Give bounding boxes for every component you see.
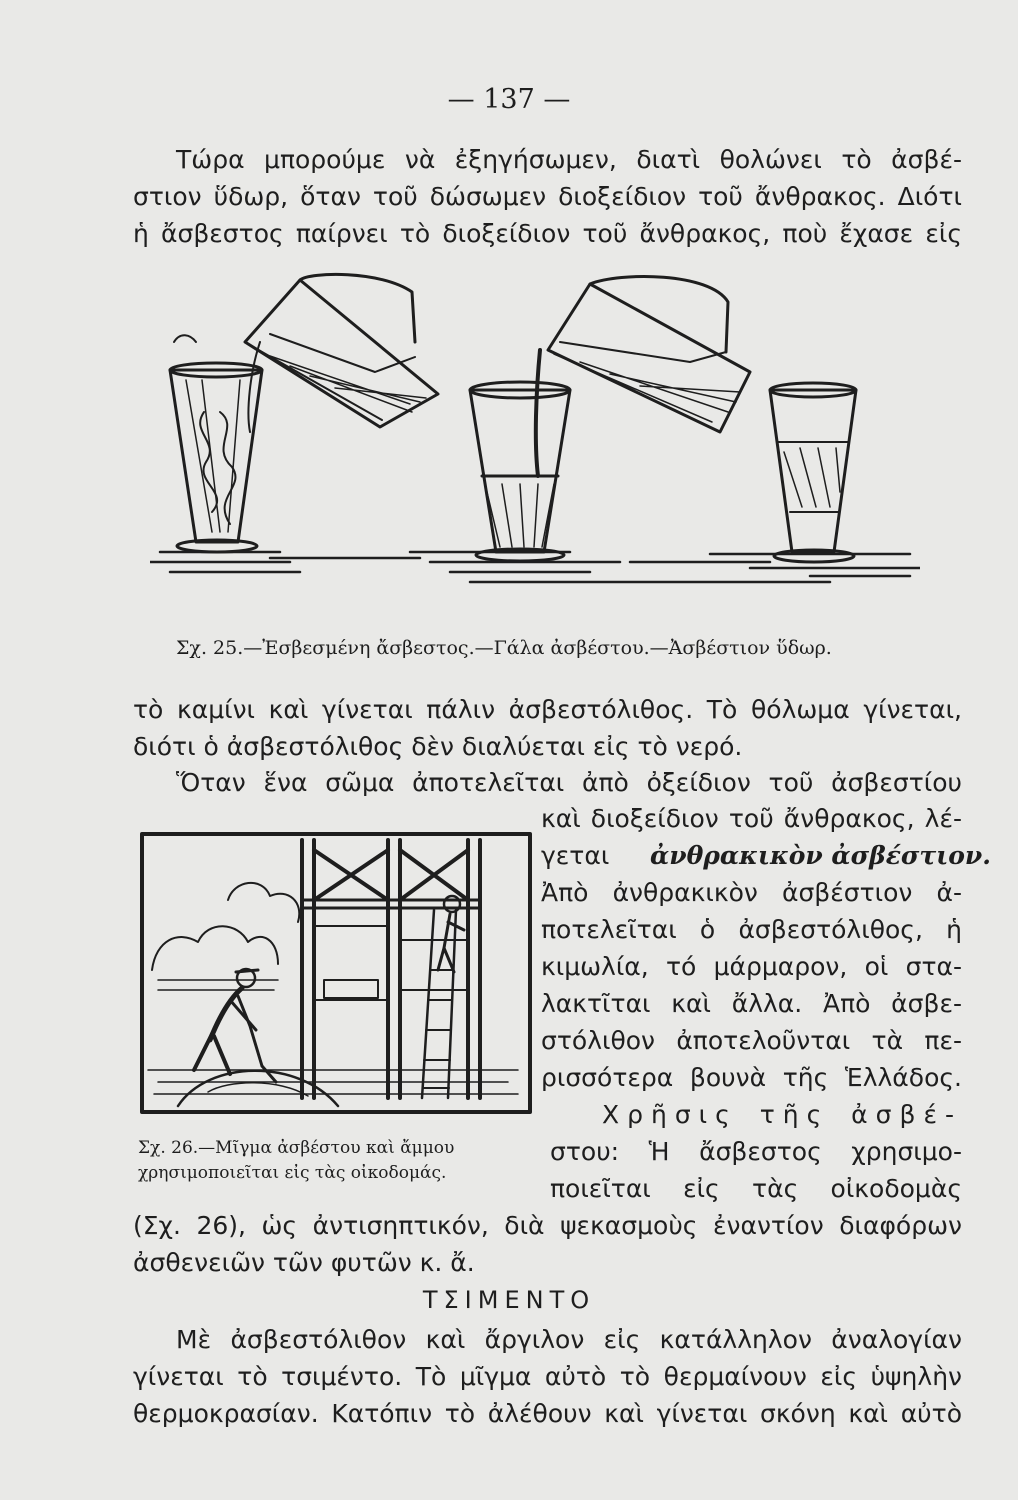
figure-26-caption: Σχ. 26.—Μῖγμα ἀσβέστου καὶ ἄμμου	[138, 1138, 455, 1158]
text-line: ἀσθενειῶν τῶν φυτῶν κ. ἄ.	[133, 1248, 475, 1277]
figure-25-caption: Σχ. 25.—Ἐσβεσμένη ἄσβεστος.—Γάλα ἀσβέστου.—Ἀσβέστιον ὕδωρ.	[176, 637, 832, 659]
text-line: στόλιθον ἀποτελοῦνται τὰ πε-	[541, 1026, 962, 1055]
text-line: Τώρα μπορούμε νὰ ἐξηγήσωμεν, διατὶ θολώνει τὸ ἀσβέ-	[176, 145, 962, 174]
text-line: (Σχ. 26), ὡς ἀντισηπτικόν, διὰ ψεκασμοὺς ἐναντίον διαφόρων	[133, 1211, 962, 1240]
text-line: κιμωλία, τό μάρμαρον, οἱ στα-	[541, 952, 962, 981]
figure-26-illustration	[138, 830, 534, 1118]
text-line: διότι ὁ ἀσβεστόλιθος δὲν διαλύεται εἰς τὸ νερό.	[133, 732, 743, 761]
figure-25-illustration	[150, 262, 920, 632]
page-number: — 137 —	[447, 84, 571, 115]
text-line: τὸ καμίνι καὶ γίνεται πάλιν ἀσβεστόλιθος. Τὸ θόλωμα γίνεται,	[133, 695, 962, 724]
emphasized-term: ἀνθρακικὸν ἀσβέστιον.	[650, 841, 991, 870]
text-line: στου: Ἡ ἄσβεστος χρησιμο-	[550, 1137, 962, 1166]
text-line: γίνεται τὸ τσιμέντο. Τὸ μῖγμα αὐτὸ τὸ θερμαίνουν εἰς ὑψηλὴν	[133, 1362, 962, 1391]
text-line: ποιεῖται εἰς τὰς οἰκοδομὰς	[550, 1174, 962, 1203]
text-line: θερμοκρασίαν. Κατόπιν τὸ ἀλέθουν καὶ γίνεται σκόνη καὶ αὐτὸ	[133, 1399, 962, 1428]
text-line: ἡ ἄσβεστος παίρνει τὸ διοξείδιον τοῦ ἄνθρακος, ποὺ ἔχασε εἰς	[133, 219, 962, 248]
figure-26-caption: χρησιμοποιεῖται εἰς τὰς οἰκοδομάς.	[138, 1163, 447, 1183]
text-line: Ὅταν ἕνα σῶμα ἀποτελεῖται ἀπὸ ὀξείδιον τοῦ ἀσβεστίου	[176, 768, 962, 797]
text-line: καὶ διοξείδιον τοῦ ἄνθρακος, λέ-	[541, 804, 962, 833]
text-line: ποτελεῖται ὁ ἀσβεστόλιθος, ἡ	[541, 915, 962, 944]
section-heading: ΤΣΙΜΕΝΤΟ	[422, 1286, 596, 1314]
text-line: Ἀπὸ ἀνθρακικὸν ἀσβέστιον ἀ-	[541, 878, 962, 907]
section-subtitle: Χρῆσις τῆς ἀσβέ-	[602, 1100, 962, 1129]
text-line: Μὲ ἀσβεστόλιθον καὶ ἄργιλον εἰς κατάλληλον ἀναλογίαν	[176, 1325, 962, 1354]
text-line: στιον ὕδωρ, ὅταν τοῦ δώσωμεν διοξείδιον τοῦ ἄνθρακος. Διότι	[133, 182, 962, 211]
text-line: ρισσότερα βουνὰ τῆς Ἑλλάδος.	[541, 1063, 962, 1092]
text-line: γεται	[541, 841, 610, 870]
text-line: λακτῖται καὶ ἄλλα. Ἀπὸ ἀσβε-	[541, 989, 962, 1018]
